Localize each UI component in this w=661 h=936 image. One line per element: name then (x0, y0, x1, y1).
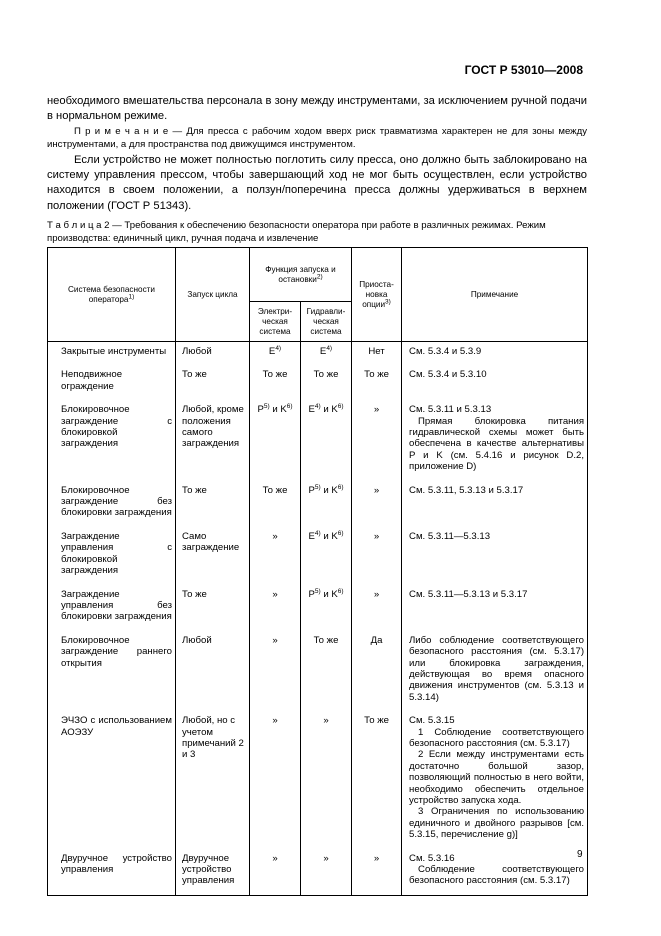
table-row (48, 400, 588, 480)
note-paragraph (47, 125, 587, 152)
cell-hydraulic: $E^{4)}$ и $K^{6)}$ (301, 527, 352, 585)
cell-system: Неподвижное ограждение (48, 365, 176, 400)
cell-hydraulic: То же (301, 631, 352, 711)
cell-start: Любой (176, 342, 250, 366)
cell-pause: » (352, 481, 402, 527)
table-caption (47, 219, 587, 245)
cell-start: Двуручное устройство управления (176, 849, 250, 896)
table-row (48, 711, 588, 848)
cell-note (402, 631, 588, 711)
table-row (48, 481, 588, 527)
cell-electric: » (250, 631, 301, 711)
note-line: 1 Соблюдение соответствующего безопасного расстояния (см. 5.3.17) (409, 726, 585, 749)
cell-hydraulic: » (301, 849, 352, 896)
cell-electric: » (250, 849, 301, 896)
cell-system: Блокировочное заграждение с блокировкой заграждения (48, 400, 176, 480)
cell-system: Закрытые инструменты (48, 342, 176, 366)
body-paragraph-2: Если устройство не может полностью поглотить силу пресса, оно должно быть заблокировано на систему управления прессом, чтобы завершающий ход не мог быть осуществлен, если устройство находится в своем положении, а ползун/поперечина пресса должны удерживаться в верхнем положении (ГОСТ Р 51343). (47, 154, 587, 212)
cell-system: Блокировочное заграждение без блокировки заграждения (48, 481, 176, 527)
cell-system: Заграждение управления без блокировки заграждения (48, 585, 176, 631)
header-system: Система безопасности оператора$^{1)}$ (48, 248, 176, 342)
table-caption-label: Т а б л и ц а (47, 220, 102, 231)
cell-electric: » (250, 527, 301, 585)
note-line: Соблюдение соответствующего безопасного расстояния (см. 5.3.17) (409, 864, 585, 887)
cell-start: Любой, кроме положения самого заграждения (176, 400, 250, 480)
cell-system: ЭЧЗО с использованием АОЭЗУ (48, 711, 176, 848)
note-text: — Для пресса с рабочим ходом вверх риск травматизма характерен не для зоны между инструментами, а для пространства под движущимся инструментом. (47, 126, 587, 151)
cell-start: То же (176, 481, 250, 527)
table-row (48, 365, 588, 400)
note-line: См. 5.3.11, 5.3.13 и 5.3.17 (409, 484, 524, 496)
header-hydraulic: Гидравли-ческая система (301, 302, 352, 342)
header-start: Запуск цикла (176, 248, 250, 342)
cell-electric: То же (250, 481, 301, 527)
cell-note (402, 400, 588, 480)
cell-hydraulic: » (301, 711, 352, 848)
cell-note (402, 711, 588, 848)
header-pause: Приоста-новка опции$^{3)}$ (352, 248, 402, 342)
cell-start: Любой (176, 631, 250, 711)
cell-pause: Да (352, 631, 402, 711)
cell-note (402, 365, 588, 400)
cell-hydraulic: То же (301, 365, 352, 400)
table-row (48, 527, 588, 585)
cell-hydraulic: $P^{5)}$ и $K^{6)}$ (301, 481, 352, 527)
header-electric: Электри-ческая система (250, 302, 301, 342)
note-line: См. 5.3.4 и 5.3.9 (409, 346, 482, 357)
table-row (48, 631, 588, 711)
cell-note (402, 527, 588, 585)
page-number: 9 (577, 849, 583, 860)
cell-electric: » (250, 711, 301, 848)
cell-system: Двуручное устройство управления (48, 849, 176, 896)
cell-note (402, 342, 588, 366)
cell-pause: » (352, 849, 402, 896)
cell-pause: » (352, 400, 402, 480)
cell-note (402, 849, 588, 896)
note-line: 3 Ограничения по использованию единичного и двойного разрывов [см. 5.3.15, перечисление g)] (409, 806, 585, 841)
cell-pause: Нет (352, 342, 402, 366)
cell-pause: То же (352, 711, 402, 848)
note-line: Прямая блокировка питания гидравлической схемы может быть обеспечена в качестве альтернативы P и K (см. 5.4.16 и рисунок D.2, приложение D) (409, 415, 585, 473)
cell-electric: $E^{4)}$ (250, 342, 301, 366)
note-line: См. 5.3.11 и 5.3.13 (409, 404, 492, 416)
table-caption-text: 2 — Требования к обеспечению безопасности оператора при работе в различных режимах. Режим производства: единичный цикл, ручная подача и извлечение (47, 220, 546, 245)
cell-system: Заграждение управления с блокировкой заграждения (48, 527, 176, 585)
body-paragraph-1: необходимого вмешательства персонала в зону между инструментами, за исключением ручной подачи в нормальном режиме. (47, 95, 587, 123)
table-row (48, 849, 588, 896)
header-function: Функция запуска и остановки$^{2)}$ (250, 248, 352, 302)
cell-start: Любой, но с учетом примечаний 2 и 3 (176, 711, 250, 848)
cell-electric: $P^{5)}$ и $K^{6)}$ (250, 400, 301, 480)
cell-note (402, 481, 588, 527)
cell-start: Само заграждение (176, 527, 250, 585)
cell-note (402, 585, 588, 631)
cell-pause: » (352, 527, 402, 585)
header-note: Примечание (402, 248, 588, 342)
table-row (48, 342, 588, 366)
document-header: ГОСТ Р 53010—2008 (464, 63, 583, 77)
note-line: 2 Если между инструментами есть достаточно большой зазор, позволяющий полностью в него войти, необходимо обеспечить отдельное устройство запуска хода. (409, 749, 585, 806)
note-line: См. 5.3.11—5.3.13 (409, 530, 491, 542)
note-line: См. 5.3.11—5.3.13 и 5.3.17 (409, 588, 528, 600)
table-row (48, 585, 588, 631)
cell-system: Блокировочное заграждение раннего открытия (48, 631, 176, 711)
note-line: См. 5.3.4 и 5.3.10 (409, 369, 487, 381)
cell-electric: » (250, 585, 301, 631)
note-line: См. 5.3.16 (409, 852, 455, 864)
safety-requirements-table (47, 247, 588, 896)
cell-start: То же (176, 365, 250, 400)
cell-pause: » (352, 585, 402, 631)
cell-hydraulic: $E^{4)}$ (301, 342, 352, 366)
note-line: Либо соблюдение соответствующего безопасного расстояния (см. 5.3.17) или блокировка заграждения, действующая во время опасного движения инструментов (см. 5.3.13 и 5.3.14) (409, 634, 585, 703)
cell-start: То же (176, 585, 250, 631)
note-line: См. 5.3.15 (409, 715, 455, 727)
note-label: П р и м е ч а н и е (74, 126, 169, 137)
cell-pause: То же (352, 365, 402, 400)
cell-electric: То же (250, 365, 301, 400)
cell-hydraulic: $E^{4)}$ и $K^{6)}$ (301, 400, 352, 480)
cell-hydraulic: $P^{5)}$ и $K^{6)}$ (301, 585, 352, 631)
